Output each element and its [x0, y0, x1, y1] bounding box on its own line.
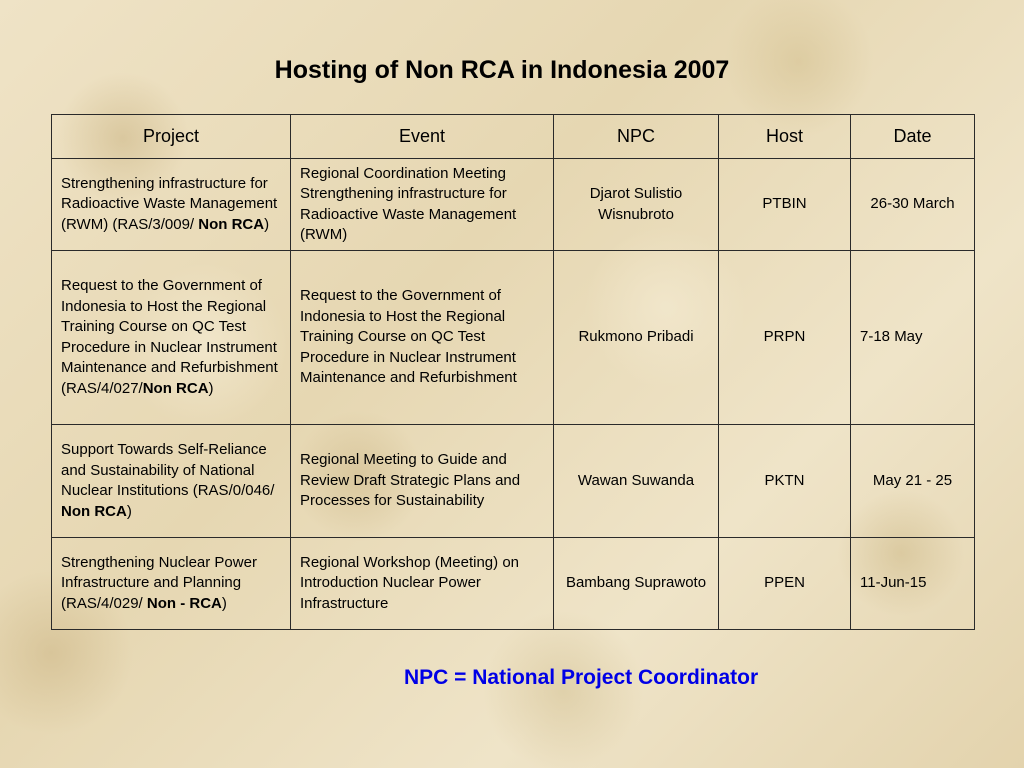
npc-cell: Djarot Sulistio Wisnubroto	[554, 159, 719, 251]
host-cell: PRPN	[719, 251, 851, 425]
project-text: Strengthening infrastructure for Radioactive Waste Management (RWM) (RAS/3/009/	[61, 174, 278, 233]
event-cell: Regional Workshop (Meeting) on Introduction Nuclear Power Infrastructure	[291, 538, 554, 630]
npc-cell: Wawan Suwanda	[554, 425, 719, 538]
column-header-date: Date	[851, 115, 975, 159]
project-text: Strengthening Nuclear Power Infrastructure and Planning (RAS/4/029/	[61, 553, 257, 612]
project-cell	[52, 425, 291, 538]
page-title: Hosting of Non RCA in Indonesia 2007	[274, 56, 730, 84]
non-rca-label: Non RCA	[61, 502, 127, 520]
date-cell: 11-Jun-15	[851, 538, 975, 630]
header-row	[52, 115, 975, 159]
non-rca-label: Non - RCA	[146, 594, 222, 612]
event-cell: Regional Meeting to Guide and Review Draft Strategic Plans and Processes for Sustainability	[291, 425, 554, 538]
host-cell: PTBIN	[719, 159, 851, 251]
table-row	[52, 251, 975, 425]
event-cell: Request to the Government of Indonesia to Host the Regional Training Course on QC Test Procedure in Nuclear Instrument Maintenance and Refurbishment	[291, 251, 554, 425]
project-text-end: )	[126, 502, 132, 520]
table-row	[52, 425, 975, 538]
hosting-table	[51, 114, 975, 630]
date-cell: May 21 - 25	[851, 425, 975, 538]
table-row	[52, 159, 975, 251]
column-header-host: Host	[719, 115, 851, 159]
column-header-npc: NPC	[554, 115, 719, 159]
npc-cell: Rukmono Pribadi	[554, 251, 719, 425]
non-rca-label: Non RCA	[198, 215, 265, 233]
event-cell: Regional Coordination Meeting Strengthening infrastructure for Radioactive Waste Management (RWM)	[291, 159, 554, 251]
non-rca-label: Non RCA	[142, 379, 209, 397]
host-cell: PPEN	[719, 538, 851, 630]
date-cell: 7-18 May	[851, 251, 975, 425]
project-text-end: )	[221, 594, 227, 612]
column-header-event: Event	[291, 115, 554, 159]
host-cell: PKTN	[719, 425, 851, 538]
project-cell	[52, 159, 291, 251]
project-text: Request to the Government of Indonesia to Host the Regional Training Course on QC Test Procedure in Nuclear Instrument Maintenance and Refurbishment (RAS/4/027/	[61, 277, 278, 397]
table-row	[52, 538, 975, 630]
npc-cell: Bambang Suprawoto	[554, 538, 719, 630]
column-header-project: Project	[52, 115, 291, 159]
npc-footnote: NPC = National Project Coordinator	[404, 666, 759, 689]
project-text-end: )	[264, 215, 270, 233]
project-cell	[52, 251, 291, 425]
date-cell: 26-30 March	[851, 159, 975, 251]
project-cell	[52, 538, 291, 630]
project-text-end: )	[208, 379, 214, 397]
project-text: Support Towards Self-Reliance and Sustainability of National Nuclear Institutions (RAS/0/046/	[61, 441, 275, 499]
